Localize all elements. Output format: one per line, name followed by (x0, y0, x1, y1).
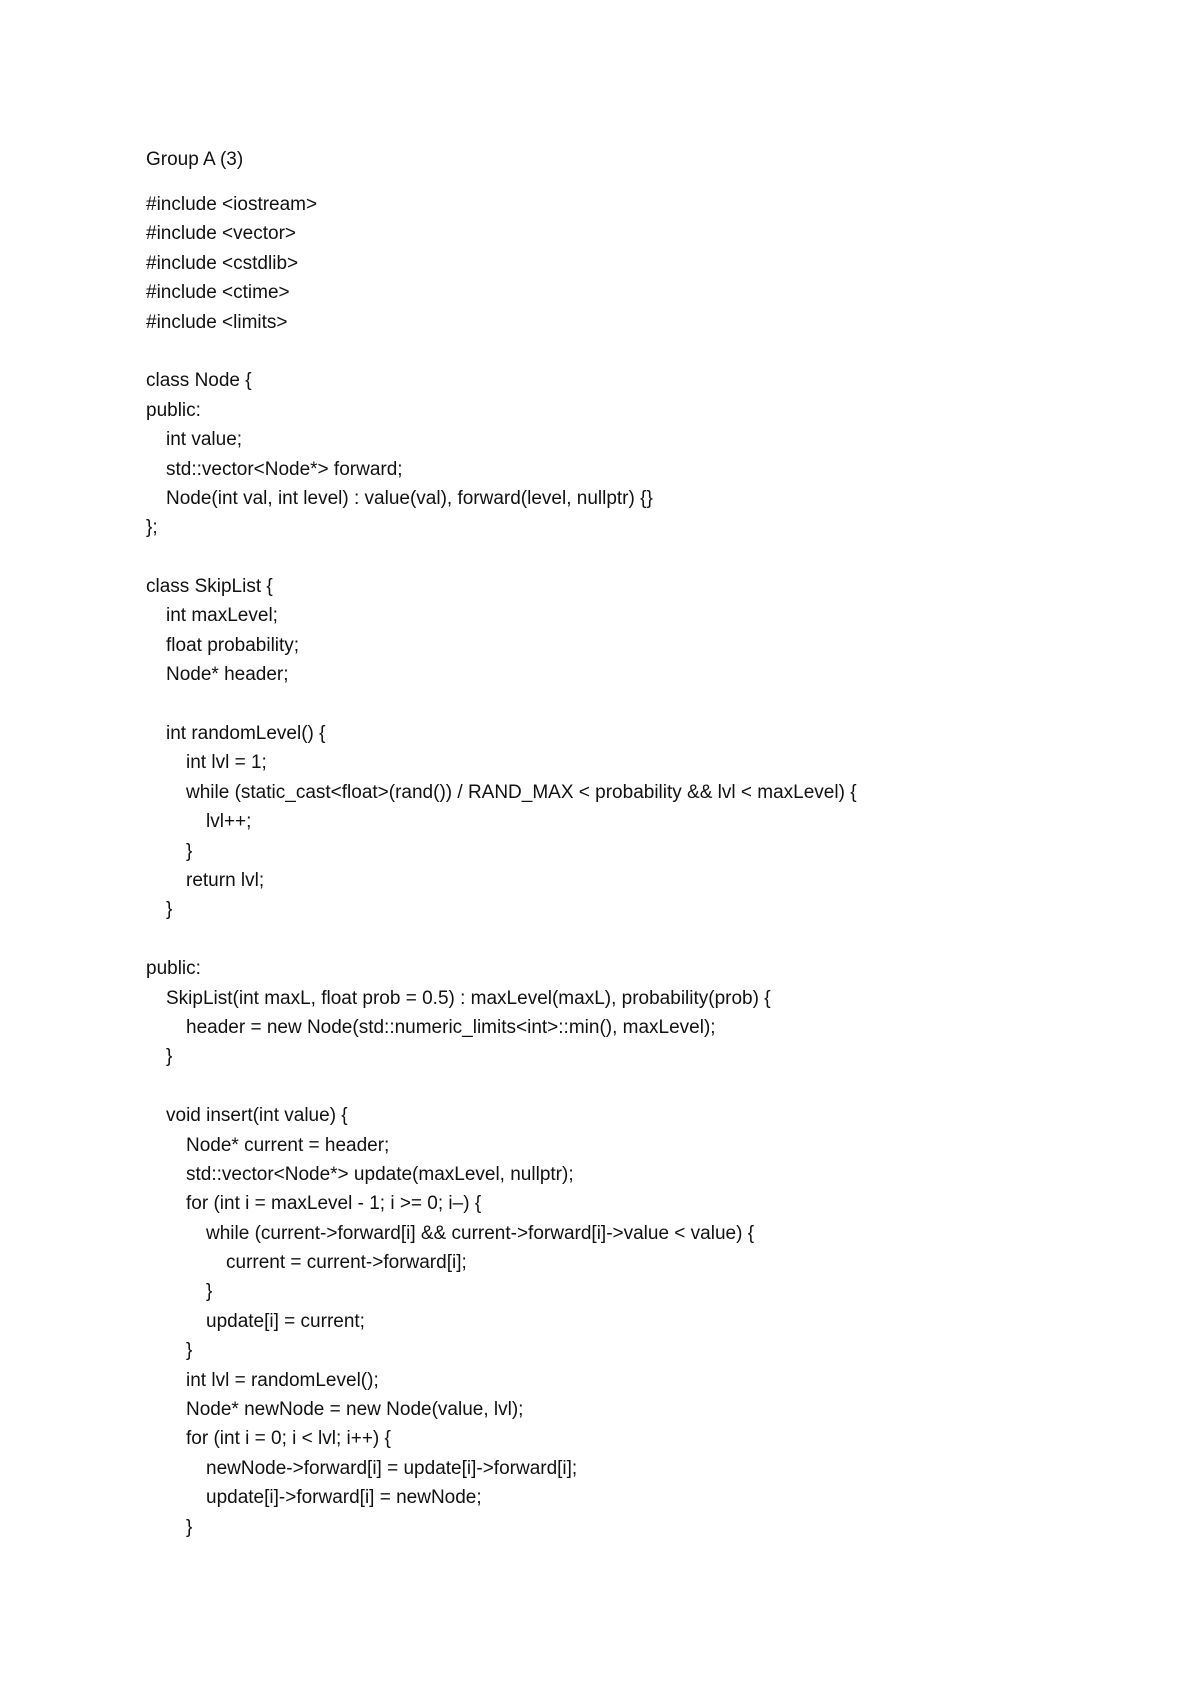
code-line: Node* newNode = new Node(value, lvl); (186, 1399, 524, 1421)
code-line: std::vector<Node*> update(maxLevel, nullptr); (186, 1163, 574, 1185)
code-line: int lvl = 1; (186, 752, 267, 774)
blank-line (146, 337, 857, 366)
code-line: int lvl = randomLevel(); (186, 1369, 379, 1391)
code-line: Node(int val, int level) : value(val), forward(level, nullptr) {} (166, 487, 653, 509)
code-line: SkipList(int maxL, float prob = 0.5) : maxLevel(maxL), probability(prob) { (166, 987, 771, 1009)
code-line: public: (146, 958, 201, 980)
blank-line (146, 1072, 857, 1101)
code-line: header = new Node(std::numeric_limits<int>::min(), maxLevel); (186, 1016, 716, 1038)
code-line: for (int i = maxLevel - 1; i >= 0; i–) { (186, 1193, 482, 1215)
code-line: } (186, 1340, 193, 1362)
code-block (146, 190, 857, 1542)
document-title: Group A (3) (146, 149, 244, 170)
code-line: for (int i = 0; i < lvl; i++) { (186, 1428, 391, 1450)
code-line: } (186, 1516, 193, 1538)
code-line: update[i] = current; (206, 1310, 365, 1332)
code-line: int value; (166, 429, 243, 451)
code-line: } (186, 840, 193, 862)
code-line: public: (146, 399, 201, 421)
code-line: } (166, 899, 173, 921)
blank-line (146, 690, 857, 719)
code-line: #include <vector> (146, 223, 296, 245)
code-line: return lvl; (186, 869, 265, 891)
code-line: #include <cstdlib> (146, 252, 299, 274)
code-line: void insert(int value) { (166, 1105, 348, 1127)
code-line: newNode->forward[i] = update[i]->forward[i]; (206, 1457, 578, 1479)
code-line: update[i]->forward[i] = newNode; (206, 1487, 482, 1509)
code-line: #include <iostream> (146, 194, 318, 215)
code-line: } (166, 1046, 173, 1068)
code-line: class SkipList { (146, 576, 273, 598)
code-line: Node* header; (166, 664, 289, 686)
code-line: }; (146, 517, 158, 539)
code-line: #include <limits> (146, 311, 288, 333)
blank-line (146, 543, 857, 572)
code-line: class Node { (146, 370, 252, 392)
blank-line (146, 925, 857, 954)
code-line: int maxLevel; (166, 605, 278, 627)
code-line: int randomLevel() { (166, 723, 326, 745)
code-line: std::vector<Node*> forward; (166, 458, 403, 480)
code-line: lvl++; (206, 811, 252, 833)
code-line: #include <ctime> (146, 282, 290, 304)
code-line: } (206, 1281, 213, 1303)
code-line: while (static_cast<float>(rand()) / RAND_MAX < probability && lvl < maxLevel) { (186, 781, 857, 803)
code-line: while (current->forward[i] && current->forward[i]->value < value) { (206, 1222, 755, 1244)
code-line: Node* current = header; (186, 1134, 390, 1156)
code-line: float probability; (166, 634, 300, 656)
code-line: current = current->forward[i]; (226, 1252, 467, 1274)
